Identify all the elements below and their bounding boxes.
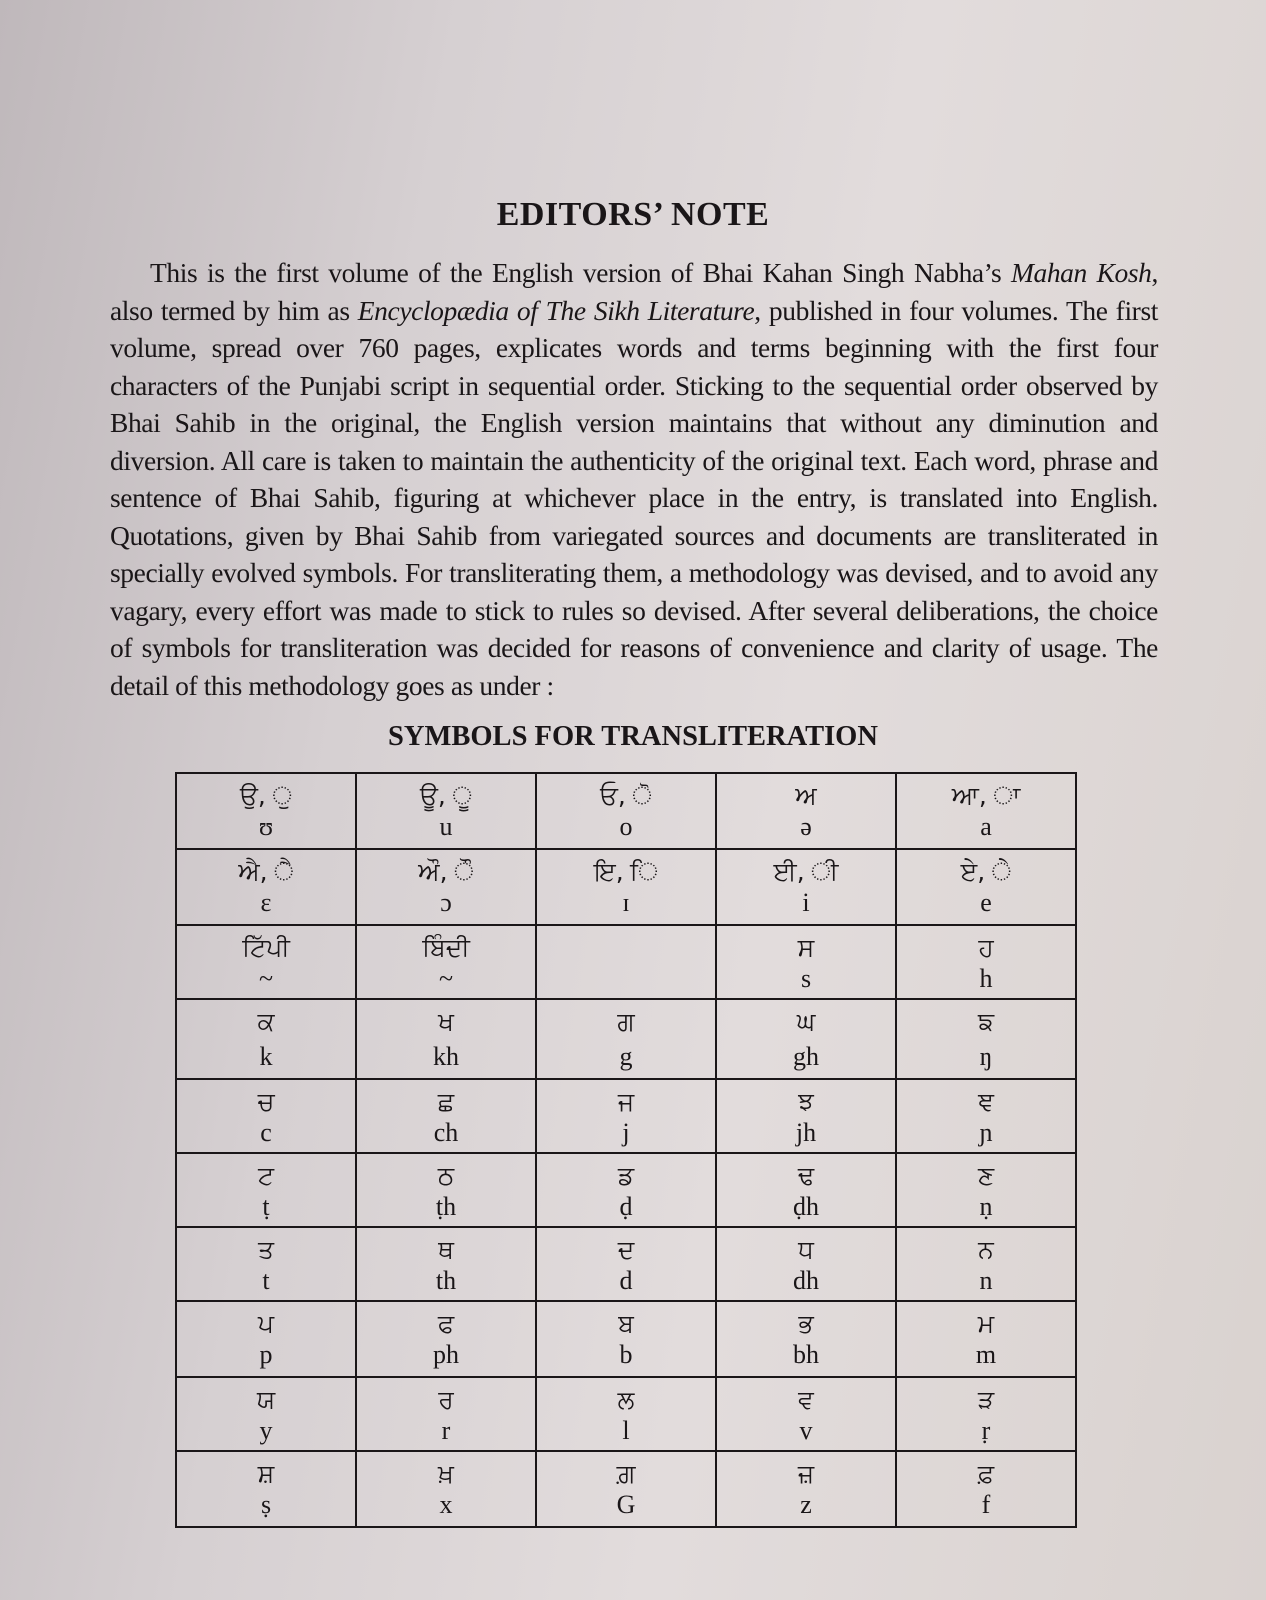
roman-symbol: a — [980, 812, 992, 841]
table-cell — [896, 849, 1076, 925]
gurmukhi-character: ਬਿੰਦੀ — [422, 933, 470, 962]
table-cell — [536, 849, 716, 925]
table-cell — [716, 1451, 896, 1527]
roman-symbol: ŋ — [979, 1042, 993, 1071]
gurmukhi-character: ਰ — [438, 1385, 454, 1414]
table-cell — [896, 1153, 1076, 1227]
table-cell — [716, 849, 896, 925]
table-row — [176, 1301, 1076, 1377]
gurmukhi-character: ਈ, ੀ — [773, 857, 839, 886]
table-title: SYMBOLS FOR TRANSLITERATION — [388, 721, 878, 752]
table-cell — [176, 849, 356, 925]
gurmukhi-character: ਟਿੱਪੀ — [242, 933, 290, 962]
table-cell — [536, 1079, 716, 1153]
table-row — [176, 1079, 1076, 1153]
table-cell — [716, 1153, 896, 1227]
gurmukhi-character: ਐ, ੈ — [238, 857, 294, 886]
gurmukhi-character: ਫ਼ — [977, 1459, 995, 1488]
table-cell — [176, 1377, 356, 1451]
gurmukhi-character: ਥ — [438, 1235, 454, 1264]
gurmukhi-character: ਗ਼ — [616, 1459, 636, 1488]
roman-symbol: bh — [793, 1340, 819, 1369]
roman-symbol — [537, 992, 715, 998]
roman-symbol: ə — [800, 812, 812, 841]
gurmukhi-character: ਢ — [797, 1161, 815, 1190]
table-cell — [356, 999, 536, 1079]
table-cell — [716, 925, 896, 999]
gurmukhi-character: ਭ — [798, 1309, 814, 1338]
table-row — [176, 849, 1076, 925]
gurmukhi-character: ਖ — [438, 1007, 454, 1036]
gurmukhi-character: ਔ, ੌ — [418, 857, 474, 886]
roman-symbol: z — [800, 1490, 812, 1519]
roman-symbol: ɛ — [260, 888, 272, 917]
roman-symbol: dh — [793, 1266, 819, 1295]
gurmukhi-character: ਞ — [978, 1087, 994, 1116]
intro-text-3: , published in four volumes. The first volume, spread over 760 pages, explicates words and terms beginning with the first four characters of the Punjabi script in sequential order. Sticking to the sequential order observed by Bhai Sahib in the original, the English version maintains that without any diminution and diversion. All care is taken to maintain the authenticity of the original text. Each word, phrase and sentence of Bhai Sahib, figuring at whichever place in the entry, is translated into English. Quotations, given by Bhai Sahib from variegated sources and documents are transliterated in specially evolved symbols. For transliterating them, a methodology was devised, and to avoid any vagary, every effort was made to stick to rules so devised. After several deliberations, the choice of symbols for transliteration was decided for reasons of convenience and clarity of usage. The detail of this methodology goes as under : — [110, 294, 1158, 701]
roman-symbol: jh — [795, 1118, 817, 1147]
table-cell — [536, 1377, 716, 1451]
table-row — [176, 999, 1076, 1079]
roman-symbol: c — [260, 1118, 272, 1147]
table-cell — [536, 1227, 716, 1301]
gurmukhi-character: ਫ — [437, 1309, 455, 1338]
gurmukhi-character: ਤ — [257, 1235, 274, 1264]
roman-symbol: ɔ — [440, 888, 452, 917]
gurmukhi-character: ਵ — [798, 1385, 814, 1414]
table-cell — [176, 1301, 356, 1377]
roman-symbol: G — [616, 1490, 636, 1519]
roman-symbol: d — [619, 1266, 633, 1295]
roman-symbol: ~ — [438, 964, 454, 993]
roman-symbol: th — [435, 1266, 457, 1295]
roman-symbol: l — [622, 1416, 630, 1445]
table-cell — [896, 925, 1076, 999]
table-cell — [356, 925, 536, 999]
roman-symbol: s — [800, 964, 812, 993]
roman-symbol: n — [979, 1266, 993, 1295]
roman-symbol: o — [619, 812, 633, 841]
gurmukhi-character: ਘ — [796, 1007, 816, 1036]
table-cell — [716, 773, 896, 849]
table-cell — [536, 1451, 716, 1527]
intro-text-2: , also termed by him as — [110, 257, 1159, 326]
gurmukhi-character: ਠ — [437, 1161, 455, 1190]
table-cell — [176, 1079, 356, 1153]
table-cell — [536, 773, 716, 849]
roman-symbol: ṛ — [981, 1416, 991, 1445]
gurmukhi-character: ਖ਼ — [438, 1459, 454, 1488]
roman-symbol: j — [622, 1118, 630, 1147]
roman-symbol: y — [259, 1416, 273, 1445]
gurmukhi-character: ਆ, ਾ — [951, 781, 1021, 810]
table-cell — [356, 773, 536, 849]
table-row — [176, 1227, 1076, 1301]
table-cell — [896, 999, 1076, 1079]
table-cell — [896, 773, 1076, 849]
roman-symbol: f — [981, 1490, 991, 1519]
gurmukhi-character: ਸ — [797, 933, 815, 962]
table-cell — [896, 1079, 1076, 1153]
table-cell — [716, 1377, 896, 1451]
roman-symbol: g — [619, 1042, 633, 1071]
gurmukhi-character: ਓ, ੋ — [599, 781, 653, 810]
roman-symbol: i — [802, 888, 810, 917]
table-cell — [716, 999, 896, 1079]
roman-symbol: ṭ — [262, 1192, 270, 1221]
table-row — [176, 773, 1076, 849]
gurmukhi-character: ਬ — [618, 1309, 634, 1338]
roman-symbol: h — [979, 964, 993, 993]
roman-symbol: ṇ — [979, 1192, 993, 1221]
transliteration-table — [175, 772, 1077, 1528]
gurmukhi-character: ਹ — [978, 933, 994, 962]
roman-symbol: e — [980, 888, 992, 917]
roman-symbol: u — [439, 812, 453, 841]
gurmukhi-character: ਏ, ੇ — [960, 857, 1012, 886]
roman-symbol: v — [799, 1416, 813, 1445]
table-row — [176, 1377, 1076, 1451]
gurmukhi-character: ਅ — [795, 781, 817, 810]
gurmukhi-character: ਸ਼ — [257, 1459, 275, 1488]
gurmukhi-character: ਜ਼ — [797, 1459, 815, 1488]
table-cell — [896, 1227, 1076, 1301]
gurmukhi-character: ਗ — [617, 1007, 635, 1036]
gurmukhi-character: ਕ — [257, 1007, 275, 1036]
intro-paragraph — [110, 254, 1158, 704]
table-cell — [356, 1451, 536, 1527]
gurmukhi-character: ਟ — [257, 1161, 275, 1190]
book-title-encyclopaedia: Encyclopædia of The Sikh Literature — [357, 294, 755, 326]
roman-symbol: ɲ — [979, 1118, 993, 1147]
table-row — [176, 1153, 1076, 1227]
table-cell — [536, 925, 716, 999]
gurmukhi-character: ਊ, ੂ — [419, 781, 473, 810]
roman-symbol: ~ — [258, 964, 274, 993]
roman-symbol: kh — [433, 1042, 459, 1071]
table-cell — [176, 999, 356, 1079]
table-cell — [896, 1301, 1076, 1377]
gurmukhi-character: ਡ — [617, 1161, 635, 1190]
table-cell — [176, 773, 356, 849]
table-cell — [176, 925, 356, 999]
gurmukhi-character: ਝ — [798, 1087, 814, 1116]
table-cell — [176, 1451, 356, 1527]
intro-text-1: This is the first volume of the English version of Bhai Kahan Singh Nabha’s — [150, 257, 1011, 288]
table-row — [176, 925, 1076, 999]
gurmukhi-character: ਮ — [977, 1309, 995, 1338]
gurmukhi-character: ਣ — [977, 1161, 995, 1190]
table-cell — [176, 1227, 356, 1301]
roman-symbol: ṭh — [435, 1192, 457, 1221]
gurmukhi-character: ਪ — [257, 1309, 275, 1338]
table-cell — [716, 1227, 896, 1301]
table-cell — [716, 1301, 896, 1377]
table-cell — [356, 1377, 536, 1451]
gurmukhi-character: ਯ — [256, 1385, 276, 1414]
roman-symbol: ṣ — [260, 1490, 272, 1519]
roman-symbol: k — [259, 1042, 273, 1071]
gurmukhi-character — [537, 926, 715, 932]
table-cell — [896, 1377, 1076, 1451]
roman-symbol: ʊ — [258, 812, 274, 841]
gurmukhi-character: ਜ — [617, 1087, 635, 1116]
table-cell — [536, 1301, 716, 1377]
gurmukhi-character: ਉ, ੁ — [239, 781, 293, 810]
gurmukhi-character: ਨ — [978, 1235, 994, 1264]
roman-symbol: t — [262, 1266, 270, 1295]
gurmukhi-character: ਲ — [617, 1385, 635, 1414]
gurmukhi-character: ਦ — [617, 1235, 635, 1264]
table-cell — [356, 1301, 536, 1377]
table-cell — [716, 1079, 896, 1153]
roman-symbol: x — [439, 1490, 453, 1519]
gurmukhi-character: ਛ — [437, 1087, 455, 1116]
gurmukhi-character: ਧ — [798, 1235, 814, 1264]
roman-symbol: r — [441, 1416, 451, 1445]
book-title-mahan-kosh: Mahan Kosh — [1010, 257, 1152, 288]
table-cell — [356, 849, 536, 925]
gurmukhi-character: ਙ — [977, 1007, 995, 1036]
roman-symbol: ḍ — [619, 1192, 633, 1221]
roman-symbol: b — [619, 1340, 633, 1369]
gurmukhi-character: ਇ, ਿ — [594, 857, 658, 886]
table-cell — [356, 1079, 536, 1153]
roman-symbol: m — [975, 1340, 997, 1369]
gurmukhi-character: ੜ — [977, 1385, 995, 1414]
roman-symbol: ch — [433, 1118, 459, 1147]
roman-symbol: ḍh — [793, 1192, 819, 1221]
page-title: EDITORS’ NOTE — [496, 196, 770, 233]
roman-symbol: ph — [433, 1340, 459, 1369]
table-cell — [356, 1153, 536, 1227]
table-row — [176, 1451, 1076, 1527]
table-cell — [896, 1451, 1076, 1527]
roman-symbol: gh — [793, 1042, 819, 1071]
table-cell — [536, 999, 716, 1079]
gurmukhi-character: ਚ — [257, 1087, 275, 1116]
roman-symbol: ɪ — [622, 888, 630, 917]
table-cell — [176, 1153, 356, 1227]
roman-symbol: p — [259, 1340, 273, 1369]
table-cell — [536, 1153, 716, 1227]
table-cell — [356, 1227, 536, 1301]
